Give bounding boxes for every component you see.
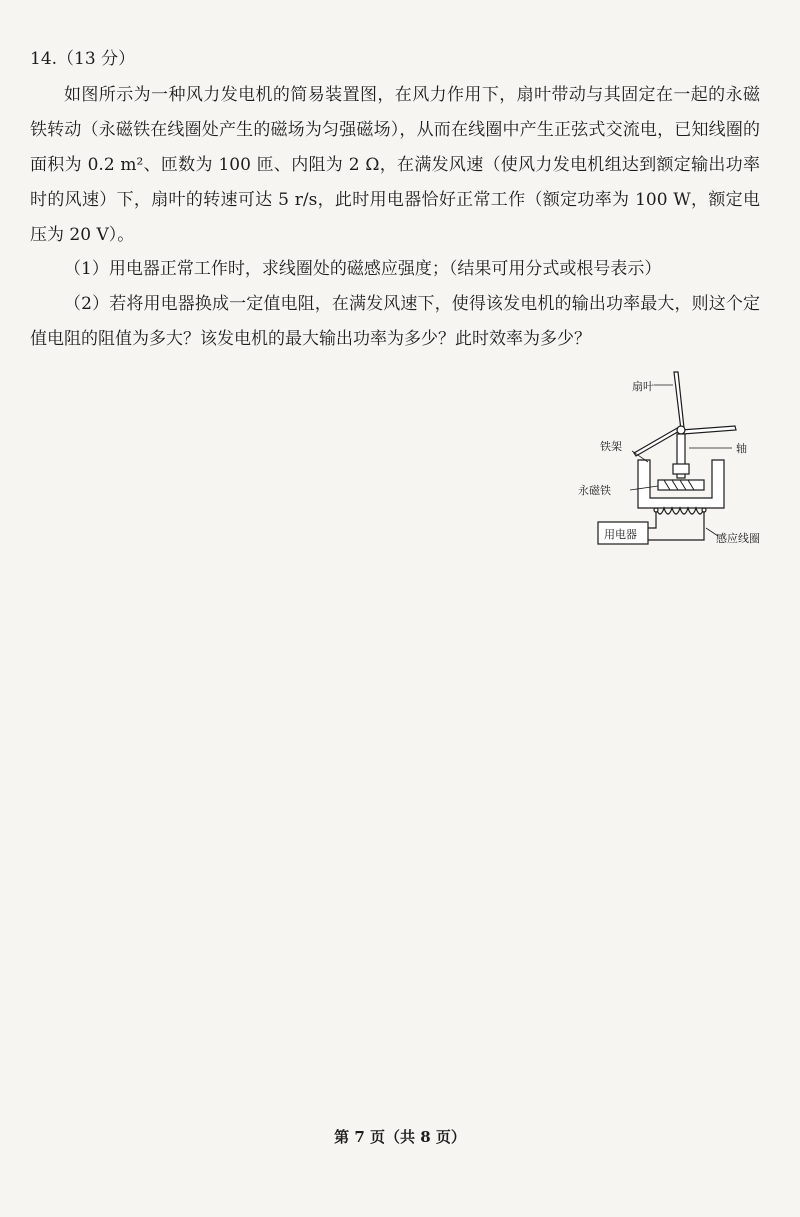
- question-part-1: （1）用电器正常工作时，求线圈处的磁感应强度；（结果可用分式或根号表示）: [64, 259, 662, 279]
- label-magnet: 永磁铁: [578, 484, 611, 497]
- label-frame: 铁架: [600, 440, 622, 453]
- label-blade: 扇叶: [632, 380, 654, 393]
- label-appliance: 用电器: [604, 528, 637, 541]
- question-part-2: （2）若将用电器换成一定值电阻，在满发风速下，使得该发电机的输出功率最大，则这个定值电阻的阻值为多大？该发电机的最大输出功率为多少？此时效率为多少？: [30, 294, 760, 349]
- label-axle: 轴: [736, 442, 747, 455]
- wind-generator-diagram: [560, 368, 780, 550]
- page-number: 第 7 页（共 8 页）: [334, 1128, 466, 1146]
- question-number: 14.（13 分）: [30, 49, 136, 69]
- question-intro: 如图所示为一种风力发电机的简易装置图，在风力作用下，扇叶带动与其固定在一起的永磁铁转动（永磁铁在线圈处产生的磁场为匀强磁场），从而在线圈中产生正弦式交流电，已知线圈的面积为 0.2 m²、匝数为 100 匝、内阻为 2 Ω，在满发风速（使风力发电机组达到额定输出功率时的风速）下，扇叶的转速可达 5 r/s，此时用电器恰好正常工作（额定功率为 100 W，额定电压为 20 V）。: [30, 85, 760, 245]
- label-coil: 感应线圈: [716, 532, 760, 545]
- coil-icon: [654, 508, 706, 514]
